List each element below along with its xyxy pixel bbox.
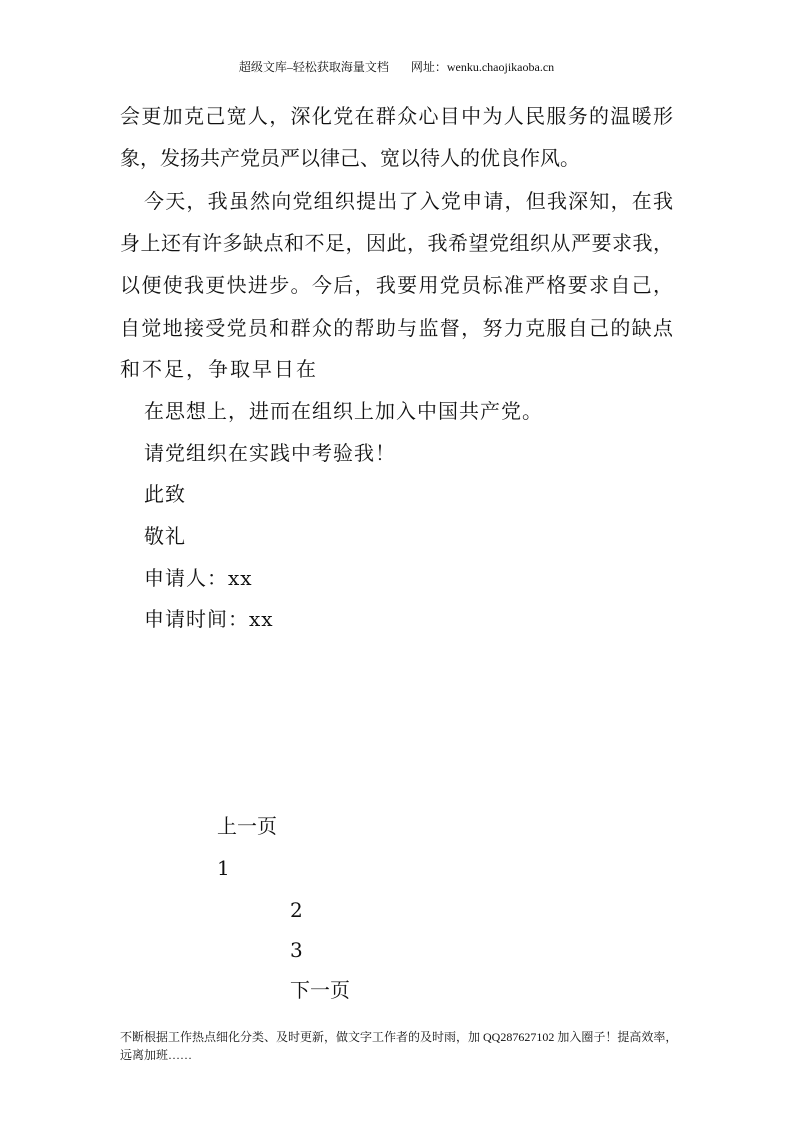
page-3-link[interactable]: 3	[290, 938, 303, 962]
date-line: 申请时间：xx	[144, 607, 274, 631]
page-2-link[interactable]: 2	[290, 898, 303, 922]
body-line: 身上还有许多缺点和不足，因此，我希望党组织从严要求我，	[120, 231, 673, 255]
body-line: 和不足，争取早日在	[120, 357, 318, 381]
page-footer: 不断根据工作热点细化分类、及时更新，做文字工作者的及时雨，加 QQ287627102 加入圈子！提高效率，远离加班……	[120, 1030, 678, 1062]
page-header	[0, 58, 793, 75]
next-page-link[interactable]: 下一页	[290, 978, 350, 1002]
body-line: 象，发扬共产党员严以律己、宽以待人的优良作风。	[120, 146, 580, 170]
header-title: 超级文库–轻松获取海量文档	[238, 60, 389, 74]
body-line: 敬礼	[144, 524, 186, 548]
page-1-link[interactable]: 1	[217, 856, 230, 880]
body-line: 请党组织在实践中考验我！	[144, 441, 396, 465]
body-line: 在思想上，进而在组织上加入中国共产党。	[144, 399, 543, 423]
header-url: 网址：wenku.chaojikaoba.cn	[410, 60, 555, 74]
applicant-line: 申请人：xx	[144, 566, 253, 590]
body-line: 今天，我虽然向党组织提出了入党申请，但我深知，在我	[144, 189, 673, 213]
body-line: 自觉地接受党员和群众的帮助与监督，努力克服自己的缺点	[120, 316, 673, 340]
prev-page-link[interactable]: 上一页	[217, 814, 277, 838]
body-line: 会更加克己宽人，深化党在群众心目中为人民服务的温暖形	[120, 104, 673, 128]
body-line: 此致	[144, 482, 186, 506]
body-line: 以便使我更快进步。今后，我要用党员标准严格要求自己，	[120, 273, 673, 297]
